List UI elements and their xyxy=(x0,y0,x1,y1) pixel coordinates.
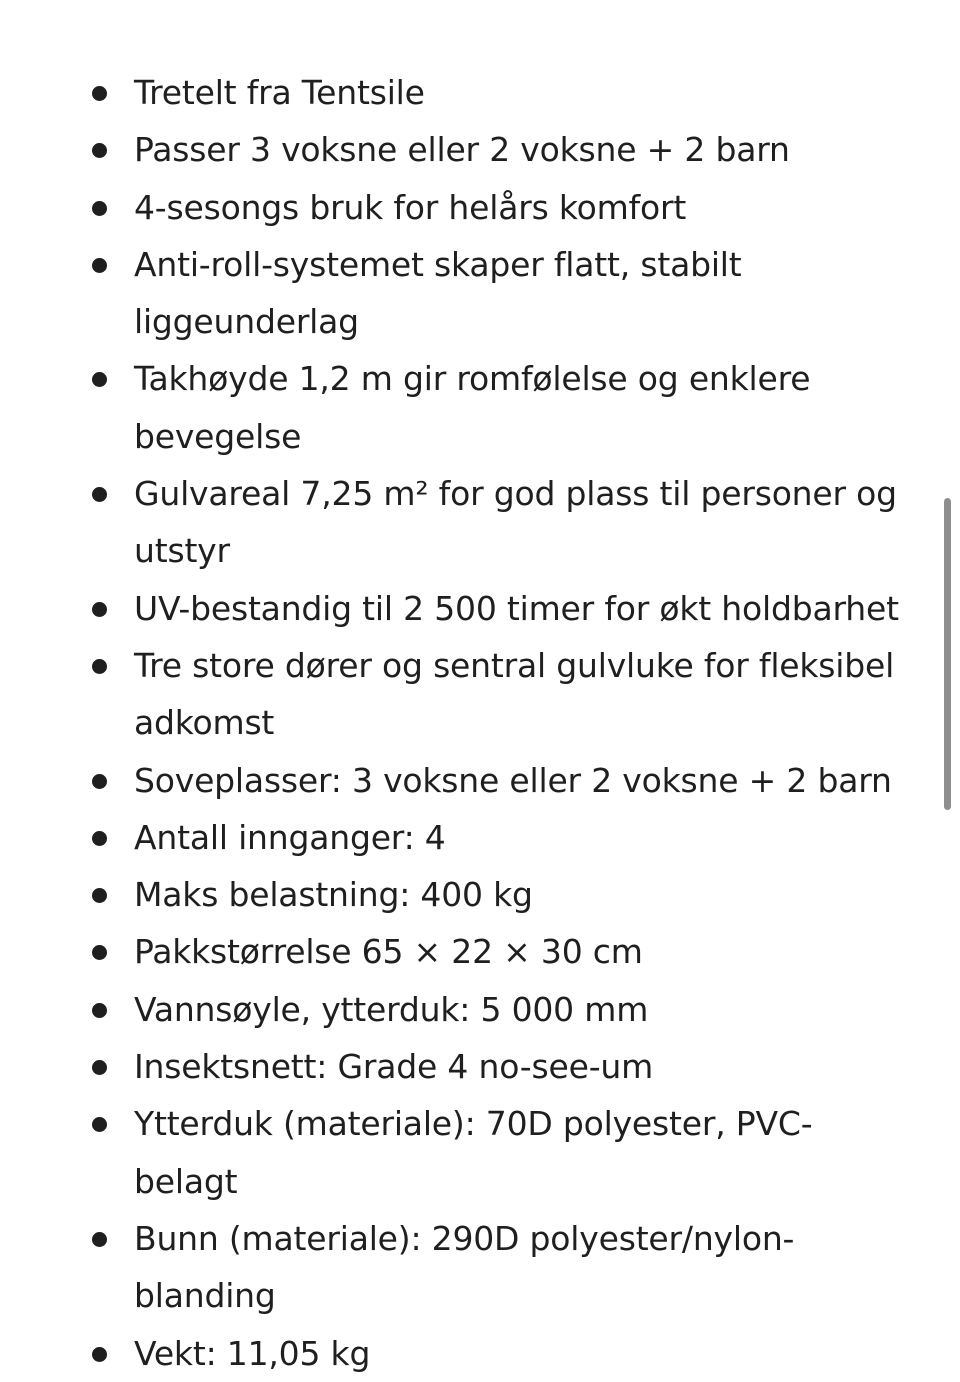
list-item xyxy=(0,236,940,351)
list-item xyxy=(0,1095,940,1210)
spec-list xyxy=(0,64,940,1382)
bullet-icon xyxy=(92,774,107,789)
bullet-icon xyxy=(92,1232,107,1247)
list-item xyxy=(0,809,940,866)
list-item-text: Insektsnett: Grade 4 no-see-um xyxy=(134,1047,654,1087)
list-item-text: Tretelt fra Tentsile xyxy=(134,73,425,112)
list-item xyxy=(0,1038,940,1095)
bullet-icon xyxy=(92,201,107,216)
list-item xyxy=(0,981,940,1038)
list-item-text: Vekt: 11,05 kg xyxy=(134,1333,371,1373)
bullet-icon xyxy=(92,1003,107,1018)
bullet-icon xyxy=(92,1060,107,1075)
list-item xyxy=(0,179,940,236)
list-item-text: Tre store dører og sentral gulvluke for fleksibel adkomst xyxy=(134,645,895,743)
list-item xyxy=(0,923,940,980)
list-item xyxy=(0,752,940,809)
list-item-text: Anti-roll-systemet skaper flatt, stabilt liggeunderlag xyxy=(134,244,742,342)
list-item-text: Soveplasser: 3 voksne eller 2 voksne + 2 barn xyxy=(134,760,892,800)
bullet-icon xyxy=(92,1347,107,1362)
list-item xyxy=(0,866,940,923)
list-item xyxy=(0,64,940,121)
bullet-icon xyxy=(92,659,107,674)
list-item-text: Vannsøyle, ytterduk: 5 000 mm xyxy=(134,989,649,1029)
list-item-text: Gulvareal 7,25 m² for god plass til personer og utstyr xyxy=(134,474,897,571)
bullet-icon xyxy=(92,258,107,273)
list-item-text: Ytterduk (materiale): 70D polyester, PVC-belagt xyxy=(134,1104,813,1201)
list-item xyxy=(0,1325,940,1382)
list-item xyxy=(0,350,940,465)
list-item-text: UV-bestandig til 2 500 timer for økt holdbarhet xyxy=(134,588,899,628)
list-item xyxy=(0,580,940,637)
bullet-icon xyxy=(92,487,107,502)
bullet-icon xyxy=(92,86,107,101)
list-item xyxy=(0,121,940,178)
list-item-text: Bunn (materiale): 290D polyester/nylon-blanding xyxy=(134,1218,795,1316)
bullet-icon xyxy=(92,1117,107,1132)
list-item xyxy=(0,637,940,752)
bullet-icon xyxy=(92,372,107,387)
bullet-icon xyxy=(92,888,107,903)
bullet-icon xyxy=(92,945,107,960)
list-item-text: 4-sesongs bruk for helårs komfort xyxy=(134,187,687,227)
bullet-icon xyxy=(92,602,107,617)
list-item xyxy=(0,465,940,580)
list-item xyxy=(0,1210,940,1325)
bullet-icon xyxy=(92,143,107,158)
list-item-text: Takhøyde 1,2 m gir romfølelse og enklere bevegelse xyxy=(134,359,811,456)
list-item-text: Antall innganger: 4 xyxy=(134,817,446,857)
scrollbar[interactable] xyxy=(944,498,951,810)
list-item-text: Maks belastning: 400 kg xyxy=(134,875,533,915)
list-item-text: Pakkstørrelse 65 × 22 × 30 cm xyxy=(134,932,643,972)
list-item-text: Passer 3 voksne eller 2 voksne + 2 barn xyxy=(134,130,790,170)
bullet-icon xyxy=(92,831,107,846)
